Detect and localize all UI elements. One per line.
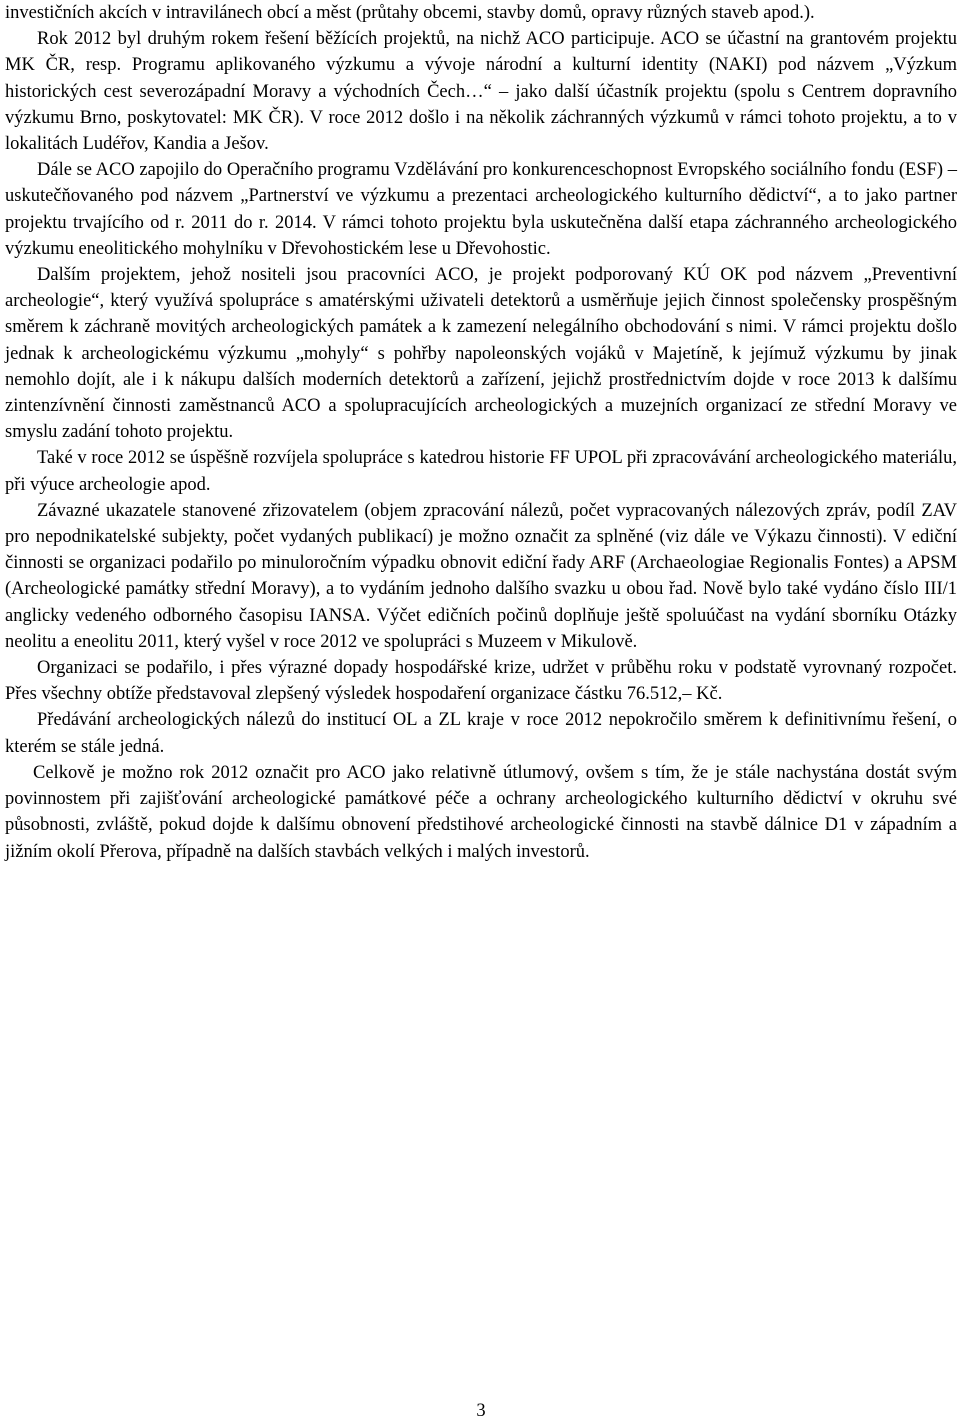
paragraph-intro-continuation: investičních akcích v intravilánech obcí a měst (průtahy obcemi, stavby domů, opravy různých staveb apod.). [5,3,815,23]
paragraph-budget: Organizaci se podařilo, i přes výrazné dopady hospodářské krize, udržet v průběhu roku v podstatě vyrovnaný rozpočet. Přes všechny obtíže představoval zlepšený výsledek hospodaření organizace částku 76.512,– Kč. [5,658,957,705]
page-number: 3 [476,1401,486,1421]
paragraph-esf-project: Dále se ACO zapojilo do Operačního programu Vzdělávání pro konkurenceschopnost Evropského sociálního fondu (ESF) – uskutečňovaného pod názvem „Partnerství ve výzkumu a prezentaci archeologického kulturního dědictví“, a to jako partner projektu trvajícího od r. 2011 do r. 2014. V rámci tohoto projektu byla uskutečněna další etapa záchranného archeologického výzkumu eneolitického mohylníku v Dřevohostickém lese u Dřevohostic. [5,160,957,259]
document-page [5,0,957,865]
paragraph-conclusion: Celkově je možno rok 2012 označit pro ACO jako relativně útlumový, ovšem s tím, že je stále nachystána dostát svým povinnostem při zajišťování archeologické památkové péče a ochrany archeologického kulturního dědictví v okruhu své působnosti, zvláště, pokud dojde k dalšímu obnovení předstihové archeologické činnosti na stavbě dálnice D1 v západním a jižním okolí Přerova, případně na dalších stavbách velkých i malých investorů. [5,762,957,862]
paragraph-preventive-archaeology: Dalším projektem, jehož nositeli jsou pracovníci ACO, je projekt podporovaný KÚ OK pod názvem „Preventivní archeologie“, který využívá spolupráce s amatérskými uživateli detektorů a usměrňuje jejich činnost společensky prospěšným směrem k záchraně movitých archeologických památek a k zamezení nelegálního obchodování s nimi. V rámci projektu došlo jednak k archeologickému výzkumu „mohyly“ s pohřby napoleonských vojáků v Majetíně, k jejímuž výzkumu by jinak nemohlo dojít, ale i k nákupu dalších moderních detektorů a zařízení, jejichž prostřednictvím dojde v roce 2013 k dalšímu zintenzívnění činnosti zaměstnanců ACO a spolupracujících archeologických a muzejních organizací ze střední Moravy ve smyslu zadání tohoto projektu. [5,265,957,443]
paragraph-upol-cooperation: Také v roce 2012 se úspěšně rozvíjela spolupráce s katedrou historie FF UPOL při zpracovávání archeologického materiálu, při výuce archeologie apod. [5,448,957,495]
paragraph-naki-project: Rok 2012 byl druhým rokem řešení běžících projektů, na nichž ACO participuje. ACO se účastní na grantovém projektu MK ČR, resp. Programu aplikovaného výzkumu a vývoje národní a kulturní identity (NAKI) pod názvem „Výzkum historických cest severozápadní Moravy a východních Čech…“ – jako další účastník projektu (spolu s Centrem dopravního výzkumu Brno, poskytovatel: MK ČR). V roce 2012 došlo i na několik záchranných výzkumů v rámci tohoto projektu, a to v lokalitách Ludéřov, Kandia a Ješov. [5,29,957,155]
paragraph-finds-transfer: Předávání archeologických nálezů do institucí OL a ZL kraje v roce 2012 nepokročilo směrem k definitivnímu řešení, o kterém se stále jedná. [5,710,957,757]
paragraph-indicators: Závazné ukazatele stanovené zřizovatelem (objem zpracování nálezů, počet vypracovaných nálezových zpráv, podíl ZAV pro nepodnikatelské subjekty, počet vydaných publikací) je možno označit za splněné (viz dále ve Výkazu činnosti). V ediční činnosti se organizaci podařilo po minuloročním výpadku obnovit ediční řady ARF (Archaeologiae Regionalis Fontes) a APSM (Archeologické památky střední Moravy), a to vydáním jednoho dalšího svazku u obou řad. Nově bylo také vydáno číslo III/1 anglicky vedeného odborného časopisu IANSA. Výčet edičních počinů doplňuje ještě spoluúčast na vydání sborníku Otázky neolitu a eneolitu 2011, který vyšel v roce 2012 ve spolupráci s Muzeem v Mikulově. [5,500,957,652]
